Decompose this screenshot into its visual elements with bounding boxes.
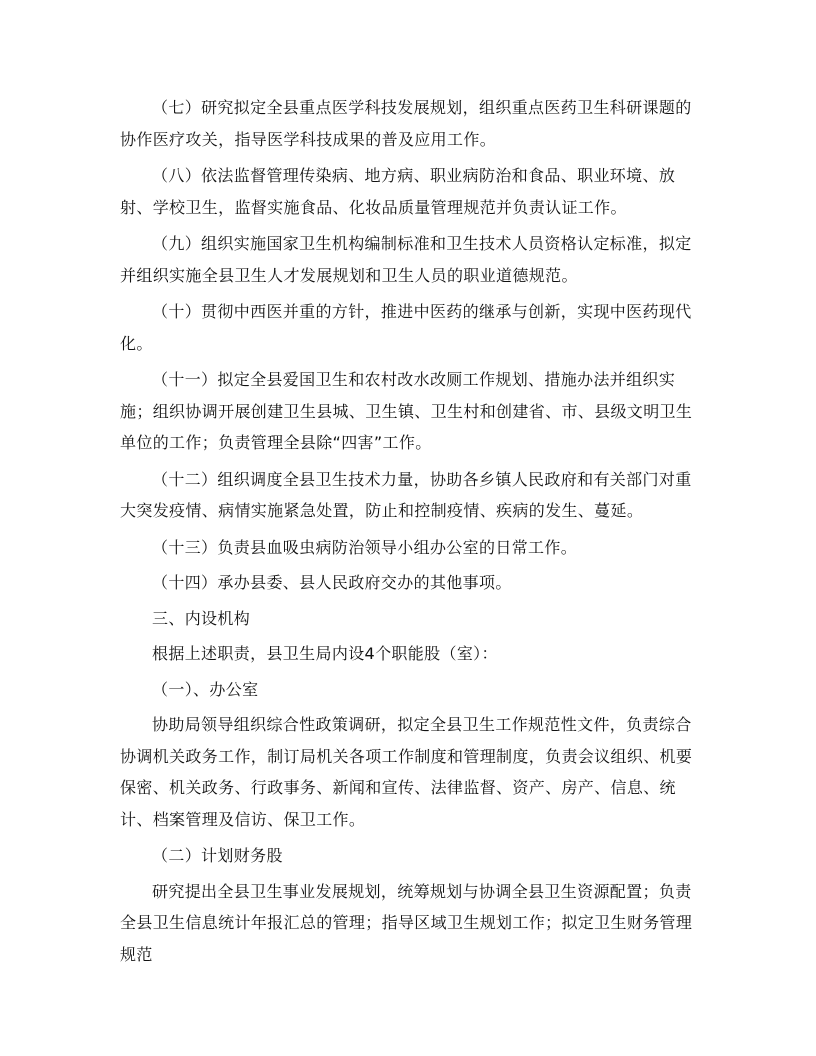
paragraph-item-9: （九）组织实施国家卫生机构编制标准和卫生技术人员资格认定标准，拟定并组织实施全县卫生人才发展规划和卫生人员的职业道德规范。 — [120, 234, 692, 285]
intro-paragraph: 根据上述职责，县卫生局内设4个职能股（室）： — [152, 644, 498, 663]
office-description: 协助局领导组织综合性政策调研，拟定全县卫生工作规范性文件，负责综合协调机关政务工作，制订局机关各项工作制度和管理制度，负责会议组织、机要保密、机关政务、行政事务、新闻和宣传、法律监督、资产、房产、信息、统计、档案管理及信访、保卫工作。 — [120, 715, 693, 829]
paragraph-item-8: （八）依法监督管理传染病、地方病、职业病防治和食品、职业环境、放射、学校卫生，监督实施食品、化妆品质量管理规范并负责认证工作。 — [120, 166, 676, 217]
paragraph-item-7: （七）研究拟定全县重点医学科技发展规划，组织重点医药卫生科研课题的协作医疗攻关，指导医学科技成果的普及应用工作。 — [120, 98, 692, 149]
section-heading-internal-structure: 三、内设机构 — [152, 608, 251, 628]
paragraph-item-12: （十二）组织调度全县卫生技术力量，协助各乡镇人民政府和有关部门对重大突发疫情、病情实施紧急处置，防止和控制疫情、疾病的发生、蔓延。 — [120, 469, 692, 520]
subsection-office-heading: （一）、办公室 — [152, 679, 259, 699]
planning-finance-description: 研究提出全县卫生事业发展规划，统筹规划与协调全县卫生资源配置；负责全县卫生信息统计年报汇总的管理；指导区域卫生规划工作；拟定卫生财务管理规范 — [120, 881, 693, 964]
paragraph-item-14: （十四）承办县委、县人民政府交办的其他事项。 — [152, 573, 512, 592]
subsection-planning-finance-heading: （二）计划财务股 — [152, 846, 283, 865]
paragraph-item-11: （十一）拟定全县爱国卫生和农村改水改厕工作规划、措施办法并组织实施；组织协调开展创建卫生县城、卫生镇、卫生村和创建省、市、县级文明卫生单位的工作；负责管理全县除“四害”工作。 — [120, 370, 693, 452]
document-body — [120, 92, 700, 975]
paragraph-item-13: （十三）负责县血吸虫病防治领导小组办公室的日常工作。 — [152, 537, 578, 557]
paragraph-item-10: （十）贯彻中西医并重的方针，推进中医药的继承与创新，实现中医药现代化。 — [120, 302, 692, 353]
